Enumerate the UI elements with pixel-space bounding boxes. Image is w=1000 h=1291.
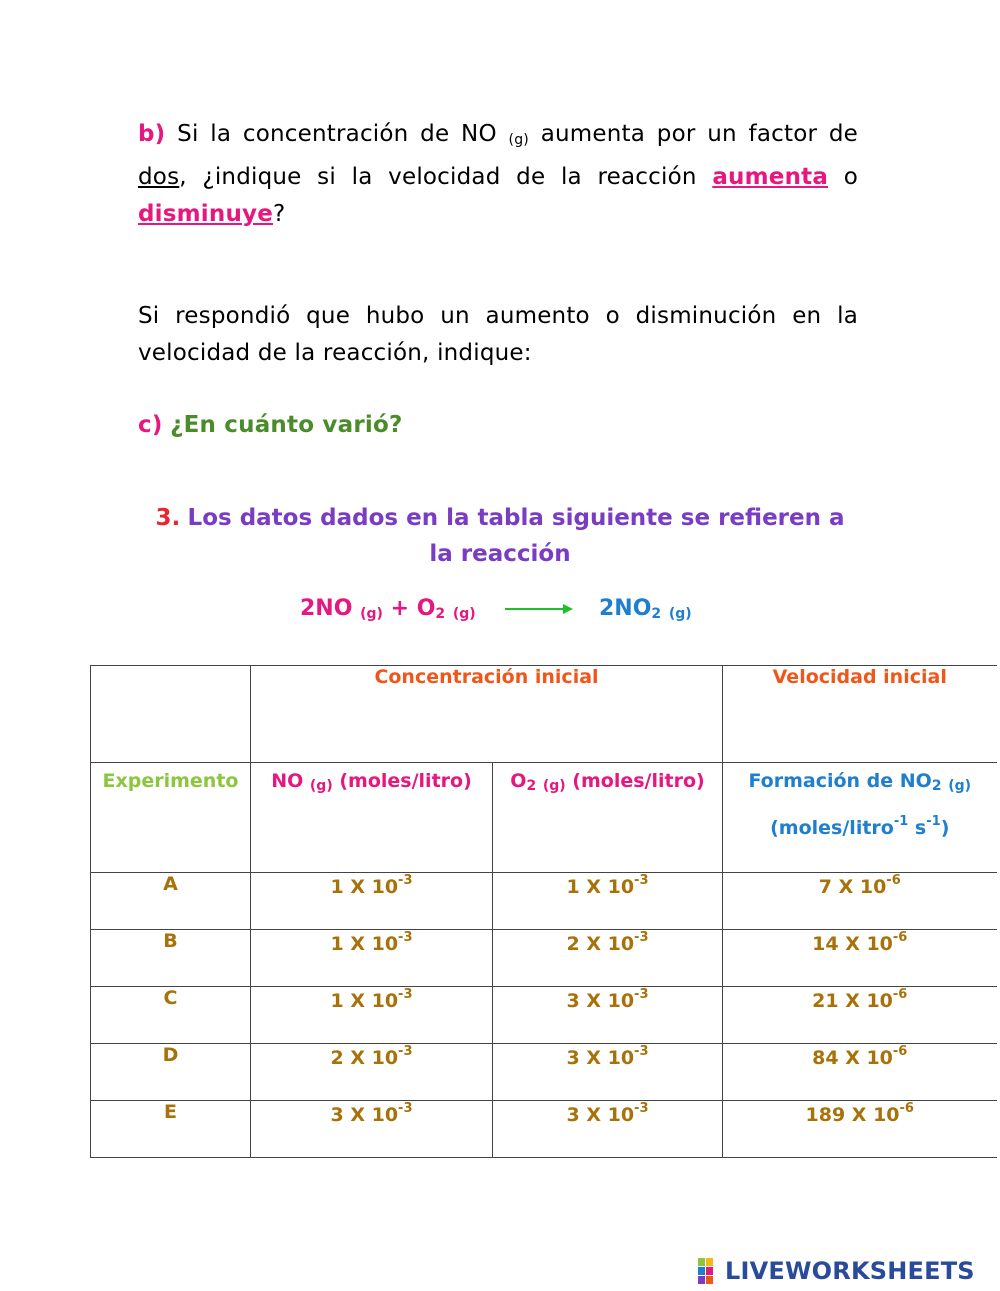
o2-base: 3 X 10 (566, 1047, 635, 1069)
col-rate-d: ) (940, 817, 950, 839)
col-rate-num: 2 (931, 778, 942, 794)
cell-rate (723, 930, 997, 987)
option-disminuye[interactable]: disminuye (138, 201, 274, 227)
experiment-id: E (164, 1101, 177, 1123)
rate-base: 7 X 10 (818, 876, 887, 898)
liveworksheets-logo (698, 1256, 975, 1286)
o2-exp: -3 (634, 930, 649, 945)
no-base: 1 X 10 (330, 876, 399, 898)
col-o2-b: (moles/litro) (572, 770, 705, 792)
no-base: 1 X 10 (330, 933, 399, 955)
no-base: 2 X 10 (330, 1047, 399, 1069)
header-concentracion: Concentración inicial (251, 666, 723, 763)
no-exp: -3 (398, 1101, 413, 1116)
o2-base: 2 X 10 (566, 933, 635, 955)
rate-exp: -6 (899, 1101, 914, 1116)
experiment-id: B (163, 930, 178, 952)
experiment-id: A (163, 873, 178, 895)
chemical-equation (300, 596, 692, 622)
no-exp: -3 (398, 930, 413, 945)
cell-o2-conc (493, 873, 723, 930)
table-row (91, 1044, 997, 1101)
o2-exp: -3 (634, 987, 649, 1002)
reactant-no-state: (g) (360, 606, 383, 622)
cell-rate (723, 1044, 997, 1101)
col-rate-exp2: -1 (926, 814, 941, 829)
cell-experiment (91, 873, 251, 930)
col-o2-a: O (510, 770, 527, 792)
col-rate-exp1: -1 (893, 814, 909, 829)
col-o2 (493, 763, 723, 873)
no-base: 1 X 10 (330, 990, 399, 1012)
cell-no-conc (251, 1044, 493, 1101)
plus-sign: + (390, 596, 410, 621)
table-row (91, 987, 997, 1044)
no-exp: -3 (398, 873, 413, 888)
rate-base: 189 X 10 (805, 1104, 900, 1126)
o2-base: 1 X 10 (566, 876, 635, 898)
col-no-a: NO (271, 770, 304, 792)
section-title-text: Los datos dados en la tabla siguiente se refieren a la reacción (187, 505, 845, 567)
col-rate-b: (moles/litro (770, 817, 894, 839)
table-row (91, 1101, 997, 1158)
o2-exp: -3 (634, 1101, 649, 1116)
table-row (91, 930, 997, 987)
cell-no-conc (251, 987, 493, 1044)
col-no (251, 763, 493, 873)
table-row (91, 873, 997, 930)
section-3-title (150, 500, 850, 572)
cell-no-conc (251, 930, 493, 987)
cell-experiment (91, 987, 251, 1044)
cell-o2-conc (493, 1044, 723, 1101)
question-b-label: b) (138, 121, 166, 147)
col-rate-sub: (g) (948, 778, 972, 794)
rate-base: 21 X 10 (812, 990, 893, 1012)
subscript-g: (g) (508, 132, 529, 148)
cell-no-conc (251, 1101, 493, 1158)
question-c-text: ¿En cuánto varió? (170, 412, 403, 438)
logo-text: LIVEWORKSHEETS (725, 1257, 975, 1285)
cell-rate (723, 1101, 997, 1158)
question-b-text-o: o (843, 164, 859, 190)
col-o2-num: 2 (526, 778, 537, 794)
product-no: 2NO (599, 596, 652, 621)
rate-base: 84 X 10 (812, 1047, 893, 1069)
o2-exp: -3 (634, 1044, 649, 1059)
cell-rate (723, 987, 997, 1044)
reactant-no: 2NO (300, 596, 353, 621)
data-table (90, 665, 997, 1158)
product-no-number: 2 (651, 606, 662, 622)
col-no-b: (moles/litro) (339, 770, 472, 792)
reactant-o: O (416, 596, 436, 621)
cell-experiment (91, 1044, 251, 1101)
cell-experiment (91, 1101, 251, 1158)
followup-paragraph: Si respondió que hubo un aumento o disminución en la velocidad de la reacción, indique: (138, 303, 858, 366)
experiment-id: D (162, 1044, 179, 1066)
table-subheader-row (91, 763, 997, 873)
no-exp: -3 (398, 987, 413, 1002)
section-number: 3. (155, 505, 181, 531)
product-no2-state: (g) (668, 606, 692, 622)
o2-base: 3 X 10 (566, 990, 635, 1012)
reactant-o-number: 2 (435, 606, 446, 622)
cell-o2-conc (493, 987, 723, 1044)
rate-exp: -6 (892, 930, 908, 945)
o2-base: 3 X 10 (566, 1104, 635, 1126)
question-b-end: ? (273, 201, 286, 227)
table-body (91, 873, 997, 1158)
col-rate (723, 763, 997, 873)
header-velocidad: Velocidad inicial (723, 666, 997, 763)
no-base: 3 X 10 (330, 1104, 399, 1126)
reaction-arrow-icon (505, 602, 573, 616)
experiment-id: C (163, 987, 178, 1009)
question-b (138, 116, 858, 233)
rate-exp: -6 (886, 873, 901, 888)
logo-mark-icon (698, 1258, 722, 1284)
question-c-label: c) (138, 412, 163, 438)
word-dos: dos (138, 164, 180, 190)
rate-exp: -6 (892, 1044, 908, 1059)
cell-no-conc (251, 873, 493, 930)
rate-base: 14 X 10 (812, 933, 893, 955)
question-b-text-2: aumenta por un factor de (540, 121, 859, 147)
reactant-o2-state: (g) (452, 606, 476, 622)
cell-experiment (91, 930, 251, 987)
cell-o2-conc (493, 930, 723, 987)
question-b-text-3: , ¿indique si la velocidad de la reacción (179, 164, 697, 190)
cell-rate (723, 873, 997, 930)
question-b-text-1: Si la concentración de NO (177, 121, 497, 147)
cell-o2-conc (493, 1101, 723, 1158)
rate-exp: -6 (892, 987, 908, 1002)
col-rate-a: Formación de NO (748, 770, 932, 792)
option-aumenta[interactable]: aumenta (712, 164, 829, 190)
no-exp: -3 (398, 1044, 413, 1059)
table-header-row (91, 666, 997, 763)
col-no-sub: (g) (309, 778, 333, 794)
question-c (138, 407, 858, 444)
col-o2-sub: (g) (542, 778, 566, 794)
o2-exp: -3 (634, 873, 649, 888)
header-empty-cell (91, 666, 251, 763)
col-rate-c: s (914, 817, 927, 839)
col-experimento: Experimento (91, 763, 251, 873)
